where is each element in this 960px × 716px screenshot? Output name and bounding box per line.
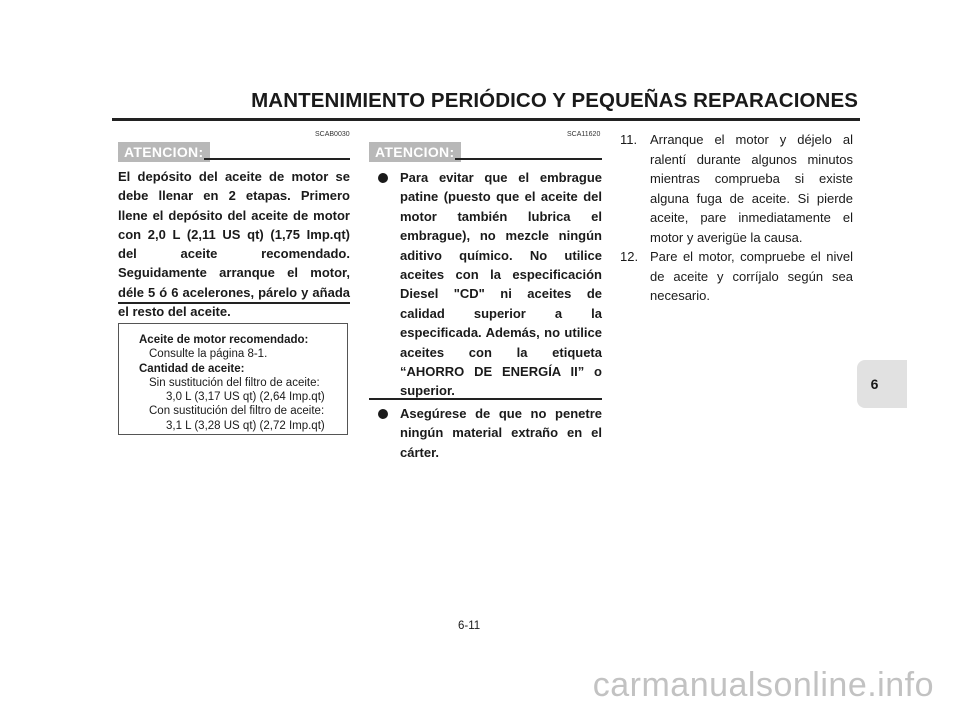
caution-rule-top-2 [455, 158, 602, 160]
with-filter-value: 3,1 L (3,28 US qt) (2,72 Imp.qt) [166, 419, 325, 432]
page-title: MANTENIMIENTO PERIÓDICO Y PEQUEÑAS REPARACIONES [251, 89, 858, 112]
caution-rule-bottom [118, 302, 350, 304]
step-text: Pare el motor, compruebe el nivel de aceite y corríjalo según sea necesario. [650, 249, 853, 303]
header-rule [112, 118, 860, 121]
caution-bullet-list [378, 168, 602, 465]
caution-code-2: SCA11620 [567, 131, 601, 138]
caution-badge-2: ATENCION: [369, 142, 461, 162]
caution-code: SCAB0030 [315, 131, 350, 138]
quantity-label: Cantidad de aceite: [139, 362, 245, 375]
step-number: 12. [620, 249, 639, 264]
list-item [378, 404, 602, 462]
caution-rule-top [204, 158, 350, 160]
watermark: carmanualsonline.info [592, 666, 934, 704]
list-item [620, 130, 853, 247]
with-filter-label: Con sustitución del filtro de aceite: [149, 405, 325, 418]
bullet-dot-icon [378, 173, 388, 183]
oil-label: Aceite de motor recomendado: [139, 334, 309, 346]
page-number: 6-11 [458, 620, 481, 632]
oil-value: Consulte la página 8-1. [149, 348, 268, 361]
chapter-tab-label: 6 [870, 376, 879, 392]
without-filter-label: Sin sustitución del filtro de aceite: [149, 376, 320, 389]
step-text: Arranque el motor y déjelo al ralentí durante algunos minutos mientras comprueba si existe alguna fuga de aceite. Si pierde aceite, pare inmediatamente el motor y averigüe la causa. [650, 132, 853, 245]
bullet-text: Para evitar que el embrague patine (puesto que el aceite del motor también lubrica el embrague), no mezcle ningún aditivo químico. No utilice aceites con la especificación Diesel "CD" ni aceites de calidad superior a la especificada. Además, no utilice aceites con la etiqueta “AHORRO DE ENERGÍA II” o superior. [400, 170, 602, 399]
oil-spec-box [118, 323, 348, 435]
caution-rule-bottom-2 [369, 398, 602, 400]
caution-badge: ATENCION: [118, 142, 210, 162]
chapter-tab[interactable] [857, 360, 907, 408]
list-item [378, 168, 602, 401]
procedure-steps [620, 130, 853, 306]
caution-text: El depósito del aceite de motor se debe llenar en 2 etapas. Primero llene el depósito del aceite de motor con 2,0 L (2,11 US qt) (1,75 Imp.qt) del aceite recomendado. Seguidamente arranque el motor, déle 5 ó 6 acelerones, párelo y añada el resto del aceite. [118, 169, 350, 320]
bullet-text: Asegúrese de que no penetre ningún material extraño en el cárter. [400, 405, 602, 460]
step-number: 11. [620, 132, 638, 147]
bullet-dot-icon [378, 409, 388, 419]
list-item [620, 247, 853, 306]
without-filter-value: 3,0 L (3,17 US qt) (2,64 Imp.qt) [166, 391, 325, 404]
